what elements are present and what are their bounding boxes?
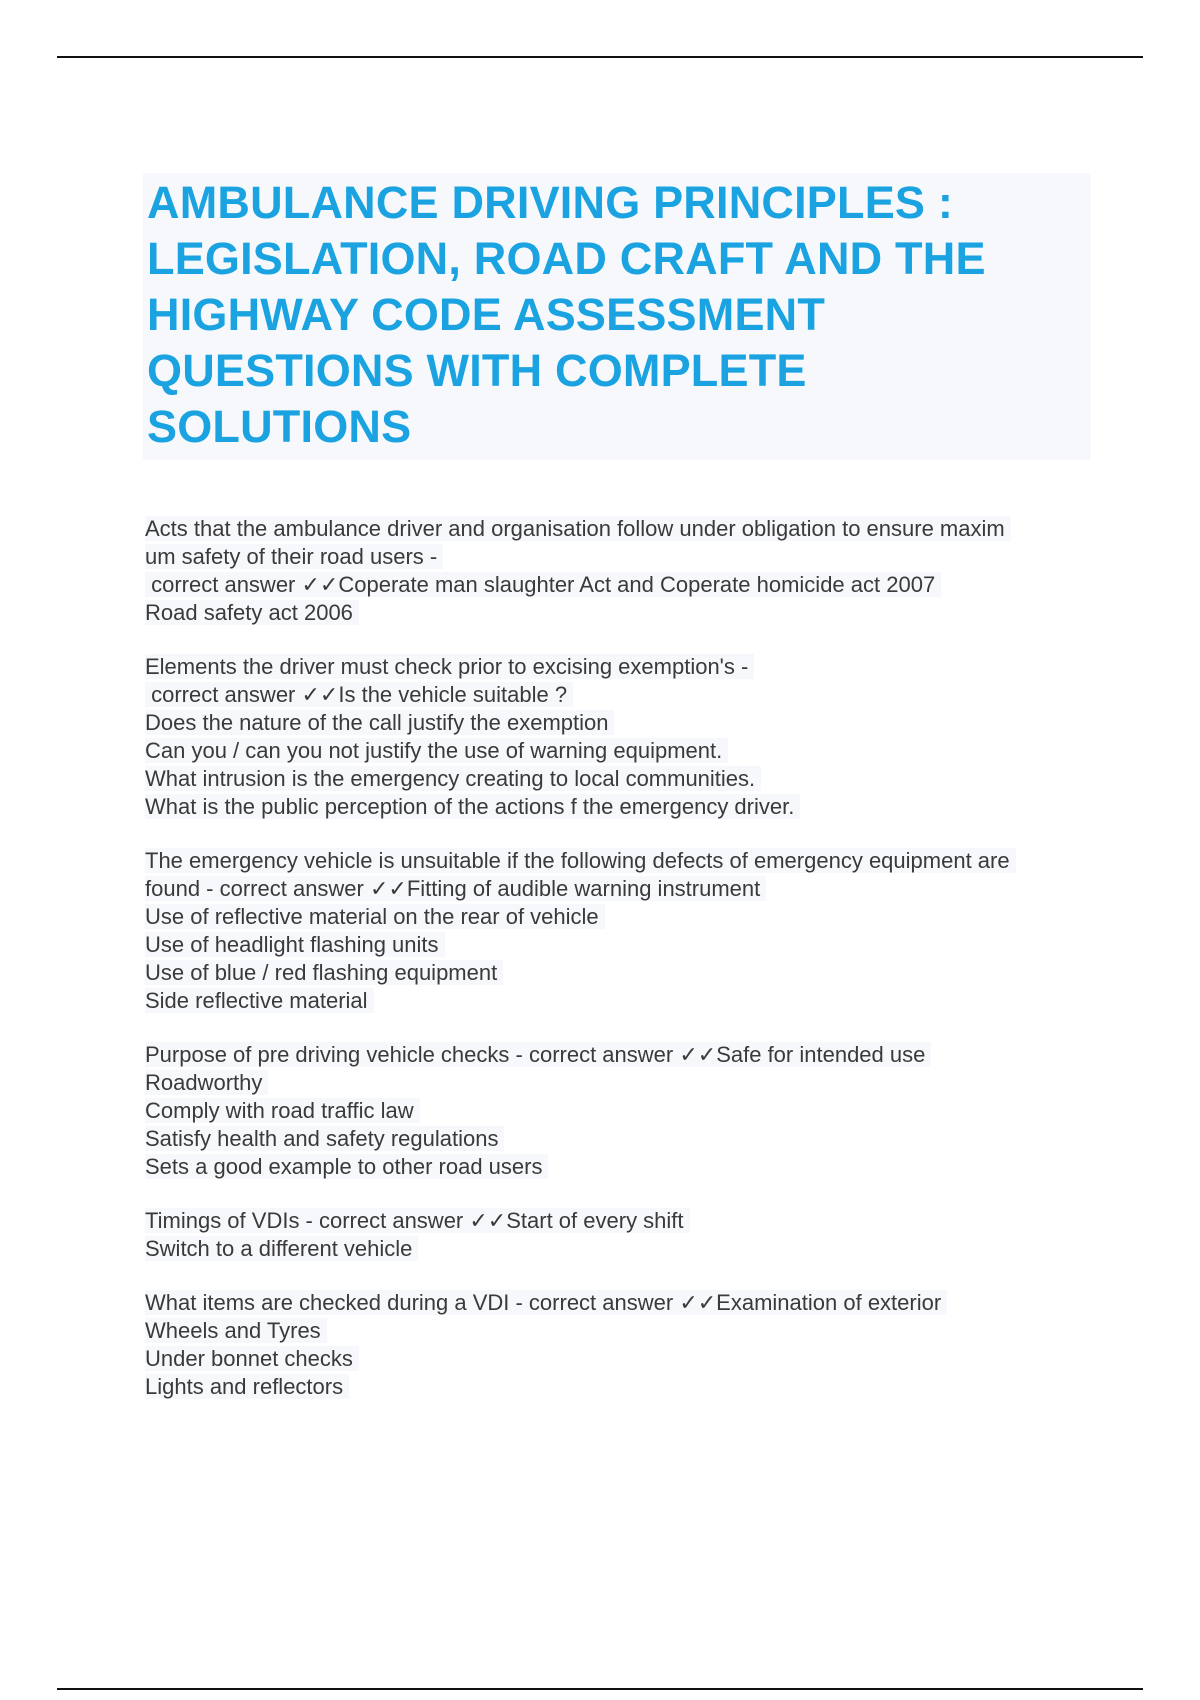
qa-line: Satisfy health and safety regulations [145,1125,1105,1153]
title-line: SOLUTIONS [147,401,412,452]
document-title [147,173,1087,455]
qa-line: Wheels and Tyres [145,1317,1105,1345]
qa-line: Acts that the ambulance driver and organisation follow under obligation to ensure maxim [145,515,1105,543]
qa-line: Use of headlight flashing units [145,931,1105,959]
qa-line: Roadworthy [145,1069,1105,1097]
qa-line: Elements the driver must check prior to excising exemption's - [145,653,1105,681]
title-line: LEGISLATION, ROAD CRAFT AND THE [147,233,986,284]
footer-rule [57,1688,1143,1690]
qa-line: Timings of VDIs - correct answer ✓✓Start of every shift [145,1207,1105,1235]
qa-item [145,653,1105,821]
qa-line: What intrusion is the emergency creating to local communities. [145,765,1105,793]
qa-line: What items are checked during a VDI - correct answer ✓✓Examination of exterior [145,1289,1105,1317]
qa-line: Can you / can you not justify the use of warning equipment. [145,737,1105,765]
qa-line: Lights and reflectors [145,1373,1105,1401]
qa-item [145,1207,1105,1263]
qa-line: Road safety act 2006 [145,599,1105,627]
title-line: AMBULANCE DRIVING PRINCIPLES : [147,177,954,228]
title-line: HIGHWAY CODE ASSESSMENT [147,289,826,340]
qa-line: correct answer ✓✓Coperate man slaughter Act and Coperate homicide act 2007 [145,571,1105,599]
qa-line: Side reflective material [145,987,1105,1015]
qa-item [145,515,1105,627]
qa-line: Use of reflective material on the rear of vehicle [145,903,1105,931]
qa-line: Comply with road traffic law [145,1097,1105,1125]
qa-line: Purpose of pre driving vehicle checks - correct answer ✓✓Safe for intended use [145,1041,1105,1069]
header-rule [57,56,1143,58]
qa-line: What is the public perception of the actions f the emergency driver. [145,793,1105,821]
qa-item [145,1041,1105,1181]
qa-line: Does the nature of the call justify the exemption [145,709,1105,737]
qa-line: correct answer ✓✓Is the vehicle suitable ? [145,681,1105,709]
qa-line: Use of blue / red flashing equipment [145,959,1105,987]
qa-line: Sets a good example to other road users [145,1153,1105,1181]
qa-line: The emergency vehicle is unsuitable if the following defects of emergency equipment are [145,847,1105,875]
qa-line: um safety of their road users - [145,543,1105,571]
qa-item [145,847,1105,1015]
qa-line: found - correct answer ✓✓Fitting of audible warning instrument [145,875,1105,903]
title-block [143,173,1091,460]
qa-line: Switch to a different vehicle [145,1235,1105,1263]
qa-content [145,515,1105,1427]
qa-item [145,1289,1105,1401]
qa-line: Under bonnet checks [145,1345,1105,1373]
title-line: QUESTIONS WITH COMPLETE [147,345,807,396]
